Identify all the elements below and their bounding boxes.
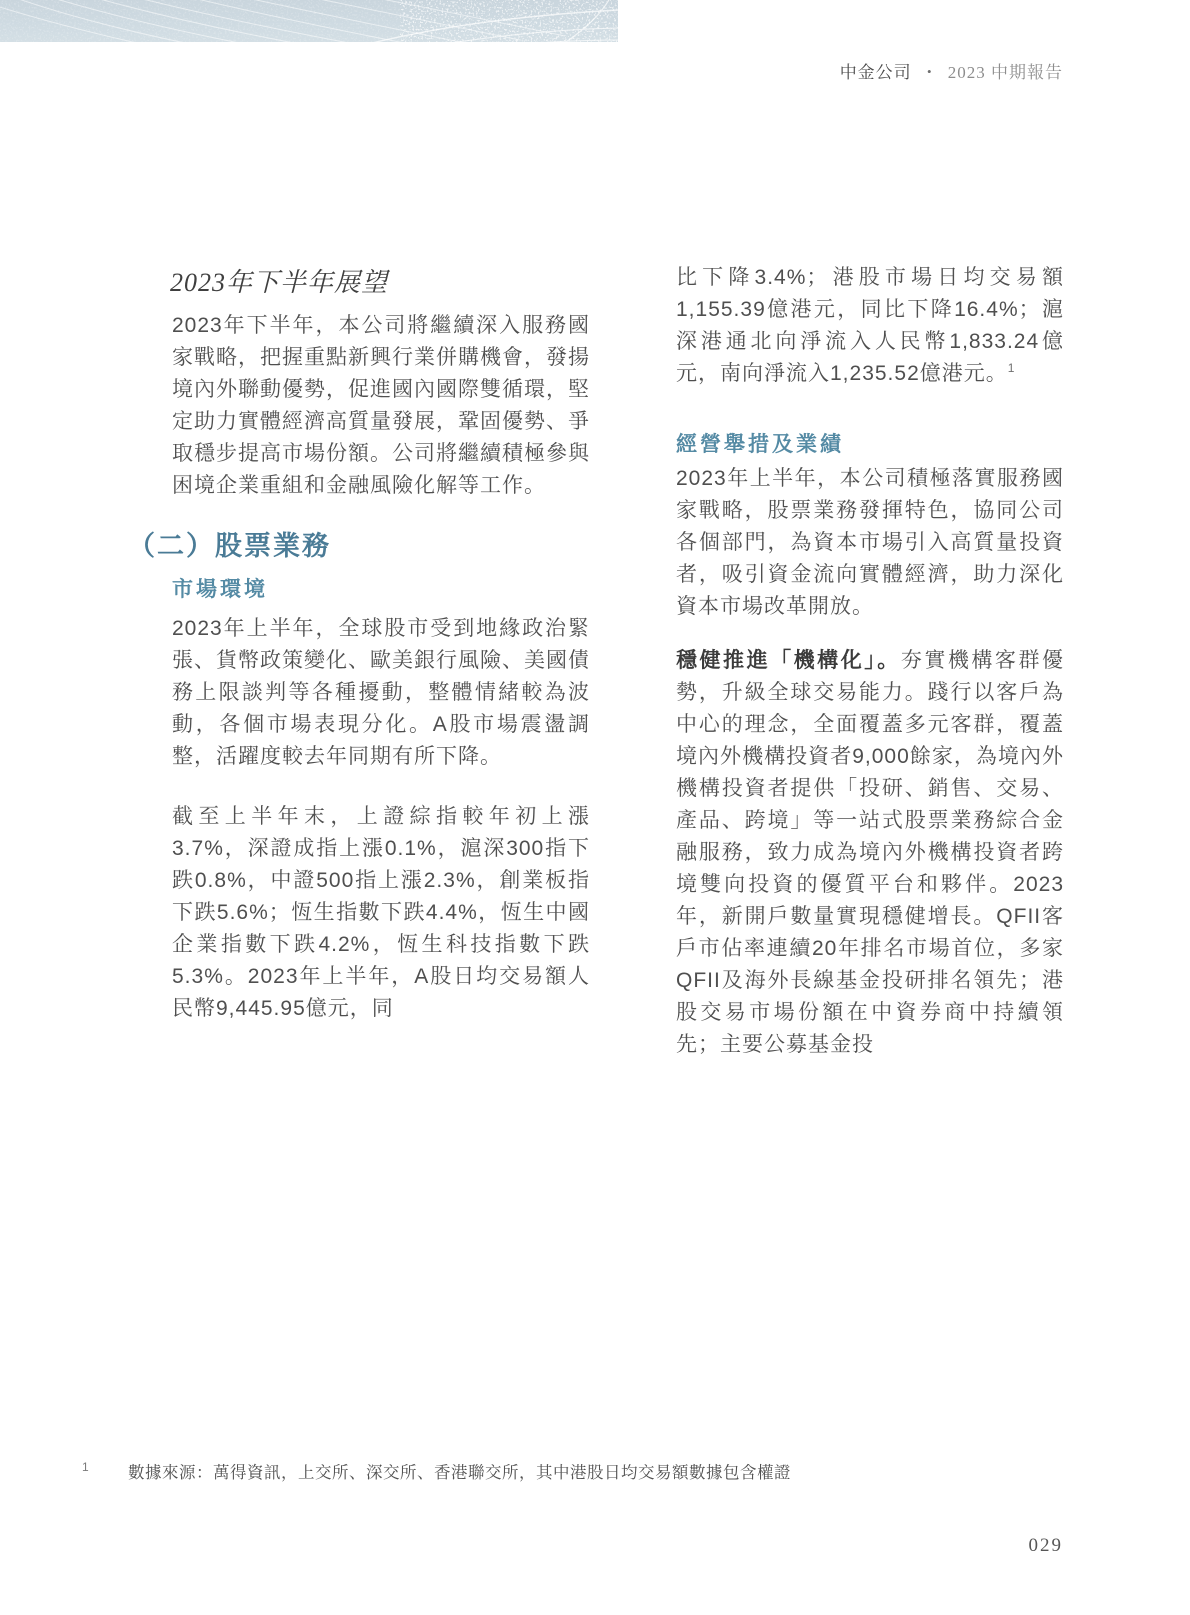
subheading-operations-results: 經營舉措及業績 (676, 433, 844, 456)
report-title: 2023 中期報告 (947, 63, 1063, 82)
market-paragraph-continuation (676, 262, 1064, 390)
market-paragraph-1: 2023年上半年，全球股市受到地緣政治緊張、貨幣政策變化、歐美銀行風險、美國債務上限談判等各種擾動，整體情緒較為波動，各個市場表現分化。A股市場震盪調整，活躍度較去年同期有所下降。 (172, 617, 590, 768)
market-paragraph-2: 截至上半年末，上證綜指較年初上漲3.7%，深證成指上漲0.1%，滬深300指下跌0.8%，中證500指上漲2.3%，創業板指下跌5.6%；恆生指數下跌4.4%，恆生中國企業指數下跌4.2%，恆生科技指數下跌5.3%。2023年上半年，A股日均交易額人民幣9,445.95億元，同 (172, 805, 590, 1020)
institutionalization-lead: 穩健推進「機構化」。 (676, 649, 901, 672)
continuation-text: 比下降3.4%；港股市場日均交易額1,155.39億港元，同比下降16.4%；滬深港通北向淨流入人民幣1,833.24億元，南向淨流入1,235.52億港元。 (676, 266, 1064, 385)
section-heading-equity-business: （二）股票業務 (128, 531, 331, 561)
footnote-text: 數據來源：萬得資訊，上交所、深交所、香港聯交所，其中港股日均交易額數據包含權證 (128, 1464, 791, 1482)
outlook-heading: 2023年下半年展望 (170, 268, 389, 297)
subheading-market-environment: 市場環境 (172, 578, 268, 601)
footnote-reference: 1 (1007, 361, 1015, 375)
report-header (840, 58, 1063, 83)
outlook-paragraph: 2023年下半年，本公司將繼續深入服務國家戰略，把握重點新興行業併購機會，發揚境內外聯動優勢，促進國內國際雙循環，堅定助力實體經濟高質量發展，鞏固優勢、爭取穩步提高市場份額。公司將繼續積極參與困境企業重組和金融風險化解等工作。 (172, 314, 590, 497)
institutionalization-paragraph (676, 645, 1064, 1061)
brand-name: 中金公司 (839, 63, 912, 82)
decorative-band (0, 0, 618, 42)
wave-pattern-graphic (0, 0, 618, 42)
operations-paragraph: 2023年上半年，本公司積極落實服務國家戰略，股票業務發揮特色，協同公司各個部門，為資本市場引入高質量投資者，吸引資金流向實體經濟，助力深化資本市場改革開放。 (676, 467, 1064, 618)
header-separator-dot: • (926, 64, 933, 79)
institutionalization-body: 夯實機構客群優勢，升級全球交易能力。踐行以客戶為中心的理念，全面覆蓋多元客群，覆蓋境內外機構投資者9,000餘家，為境內外機構投資者提供「投研、銷售、交易、產品、跨境」等一站式股票業務綜合金融服務，致力成為境內外機構投資者跨境雙向投資的優質平台和夥伴。2023年，新開戶數量實現穩健增長。QFII客戶市佔率連續20年排名市場首位，多家QFII及海外長線基金投研排名領先；港股交易市場份額在中資券商中持續領先；主要公募基金投 (676, 649, 1064, 1056)
page-number: 029 (1028, 1535, 1063, 1556)
footnote-marker: 1 (82, 1460, 89, 1474)
